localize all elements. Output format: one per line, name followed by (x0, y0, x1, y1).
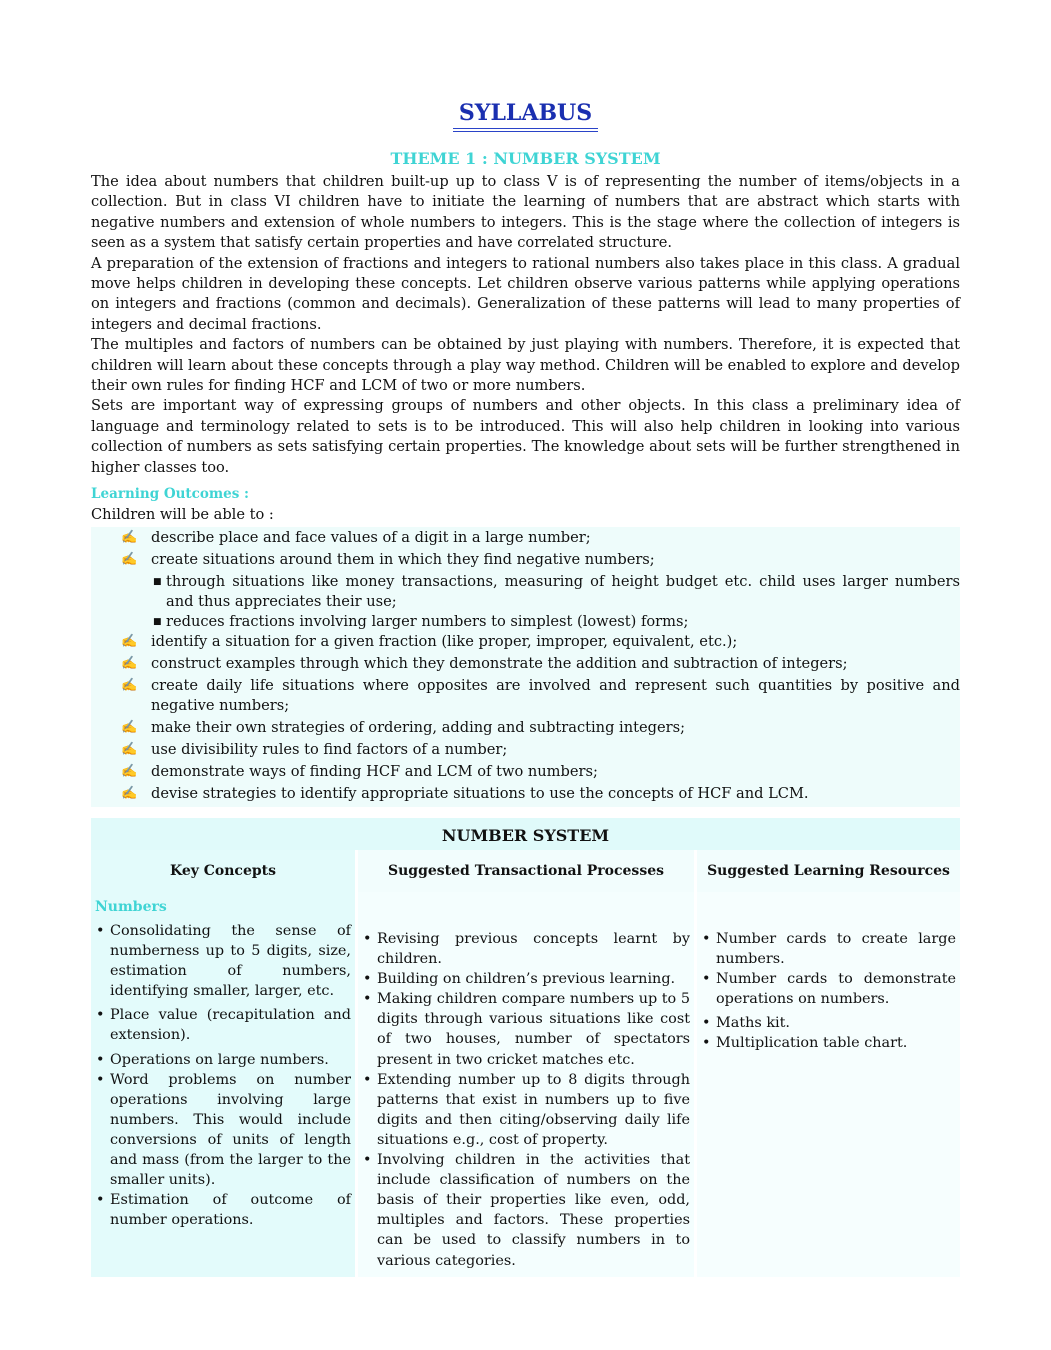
resource-item: • Number cards to create large numbers. (701, 929, 956, 969)
outcome-item: ✍ construct examples through which they demonstrate the addition and subtraction of integers; (91, 654, 960, 674)
learning-outcomes-list (91, 527, 960, 808)
transactional-processes-column (358, 850, 694, 1277)
writing-hand-icon: ✍ (121, 785, 138, 801)
learning-resources-column (697, 850, 960, 1277)
writing-hand-icon: ✍ (121, 633, 138, 649)
syllabus-heading: SYLLABUS (453, 100, 598, 132)
outcome-item: ✍ create daily life situations where opposites are involved and represent such quantities by positive and negative numbers; (121, 676, 960, 714)
process-item: • Involving children in the activities that include classification of numbers on the basis of their properties like even, odd, multiples and factors. These properties can be used to classify numbers in to various categories. (362, 1150, 690, 1271)
writing-hand-icon: ✍ (121, 719, 138, 735)
writing-hand-icon: ✍ (121, 677, 138, 693)
column-header-key-concepts: Key Concepts (91, 850, 355, 892)
writing-hand-icon: ✍ (121, 763, 138, 779)
key-concepts-column (91, 850, 355, 1277)
outcome-subitem: ■ through situations like money transactions, measuring of height budget etc. child uses larger numbers and thus appreciates their use; (153, 572, 960, 610)
writing-hand-icon: ✍ (121, 741, 138, 757)
outcome-subitem: ■ reduces fractions involving larger numbers to simplest (lowest) forms; (153, 612, 689, 630)
process-item: • Building on children’s previous learning. (362, 969, 690, 989)
outcome-item: ✍ create situations around them in which they find negative numbers; (91, 550, 960, 570)
process-item: • Revising previous concepts learnt by children. (362, 929, 690, 969)
intro-paragraph: The multiples and factors of numbers can be obtained by just playing with numbers. Therefore, it is expected that children will learn about these concepts through a play way method. Children will be enabled to explore and develop their own rules for finding HCF and LCM of two or more numbers. (91, 336, 960, 395)
outcome-item: ✍ demonstrate ways of finding HCF and LCM of two numbers; (91, 762, 960, 782)
table-title: NUMBER SYSTEM (91, 818, 960, 850)
outcome-item: ✍ devise strategies to identify appropriate situations to use the concepts of HCF and LCM. (91, 784, 960, 804)
intro-paragraph: Sets are important way of expressing groups of numbers and other objects. In this class a preliminary idea of language and terminology related to sets is to be introduced. This will also help children in looking into various collection of numbers as sets satisfying certain properties. The knowledge about sets will be further strengthened in higher classes too. (91, 397, 960, 476)
learning-outcomes-lead: Children will be able to : (91, 505, 274, 523)
key-concept-item: • Place value (recapitulation and extension). (95, 1005, 351, 1045)
intro-section (91, 172, 960, 807)
outcome-item: ✍ make their own strategies of ordering, adding and subtracting integers; (91, 718, 960, 738)
outcome-item: ✍ describe place and face values of a digit in a large number; (91, 528, 960, 548)
writing-hand-icon: ✍ (121, 529, 138, 545)
resource-item: • Number cards to demonstrate operations on numbers. (701, 969, 956, 1009)
theme-heading: THEME 1 : NUMBER SYSTEM (390, 149, 661, 168)
number-system-table (91, 818, 960, 1277)
square-bullet-icon: ■ (153, 576, 162, 587)
key-concept-item: • Word problems on number operations involving large numbers. This would include conversions of units of length and mass (from the larger to the smaller units). (95, 1070, 351, 1191)
section-label-numbers: Numbers (95, 899, 167, 915)
column-header-resources: Suggested Learning Resources (697, 850, 960, 892)
resource-item: • Multiplication table chart. (701, 1033, 956, 1053)
key-concept-item: • Consolidating the sense of numberness up to 5 digits, size, estimation of numbers, identifying smaller, larger, etc. (95, 921, 351, 1001)
outcome-item: ✍ identify a situation for a given fraction (like proper, improper, equivalent, etc.); (91, 632, 960, 652)
intro-paragraph: A preparation of the extension of fractions and integers to rational numbers also takes place in this class. A gradual move helps children in developing these concepts. Let children observe various patterns while applying operations on integers and fractions (common and decimals). Generalization of these patterns will lead to many properties of integers and decimal fractions. (91, 254, 960, 333)
column-header-processes: Suggested Transactional Processes (358, 850, 694, 892)
intro-paragraph: The idea about numbers that children built-up up to class V is of representing the number of items/objects in a collection. But in class VI children have to initiate the learning of numbers that are abstract which starts with negative numbers and extension of whole numbers to integers. This is the stage where the collection of integers is seen as a system that satisfy certain properties and have correlated structure. (91, 173, 960, 252)
outcome-item: ✍ use divisibility rules to find factors of a number; (91, 740, 960, 760)
process-item: • Extending number up to 8 digits through patterns that exist in numbers up to five digits and then citing/observing daily life situations e.g., cost of property. (362, 1070, 690, 1150)
writing-hand-icon: ✍ (121, 655, 138, 671)
writing-hand-icon: ✍ (121, 551, 138, 567)
key-concept-item: • Estimation of outcome of number operations. (95, 1190, 351, 1230)
resource-item: • Maths kit. (701, 1013, 956, 1033)
page-title (91, 100, 960, 132)
square-bullet-icon: ■ (153, 616, 162, 627)
learning-outcomes-label: Learning Outcomes : (91, 486, 250, 503)
key-concept-item: • Operations on large numbers. (95, 1050, 351, 1070)
process-item: • Making children compare numbers up to 5 digits through various situations like cost of two houses, number of spectators present in two cricket matches etc. (362, 989, 690, 1069)
